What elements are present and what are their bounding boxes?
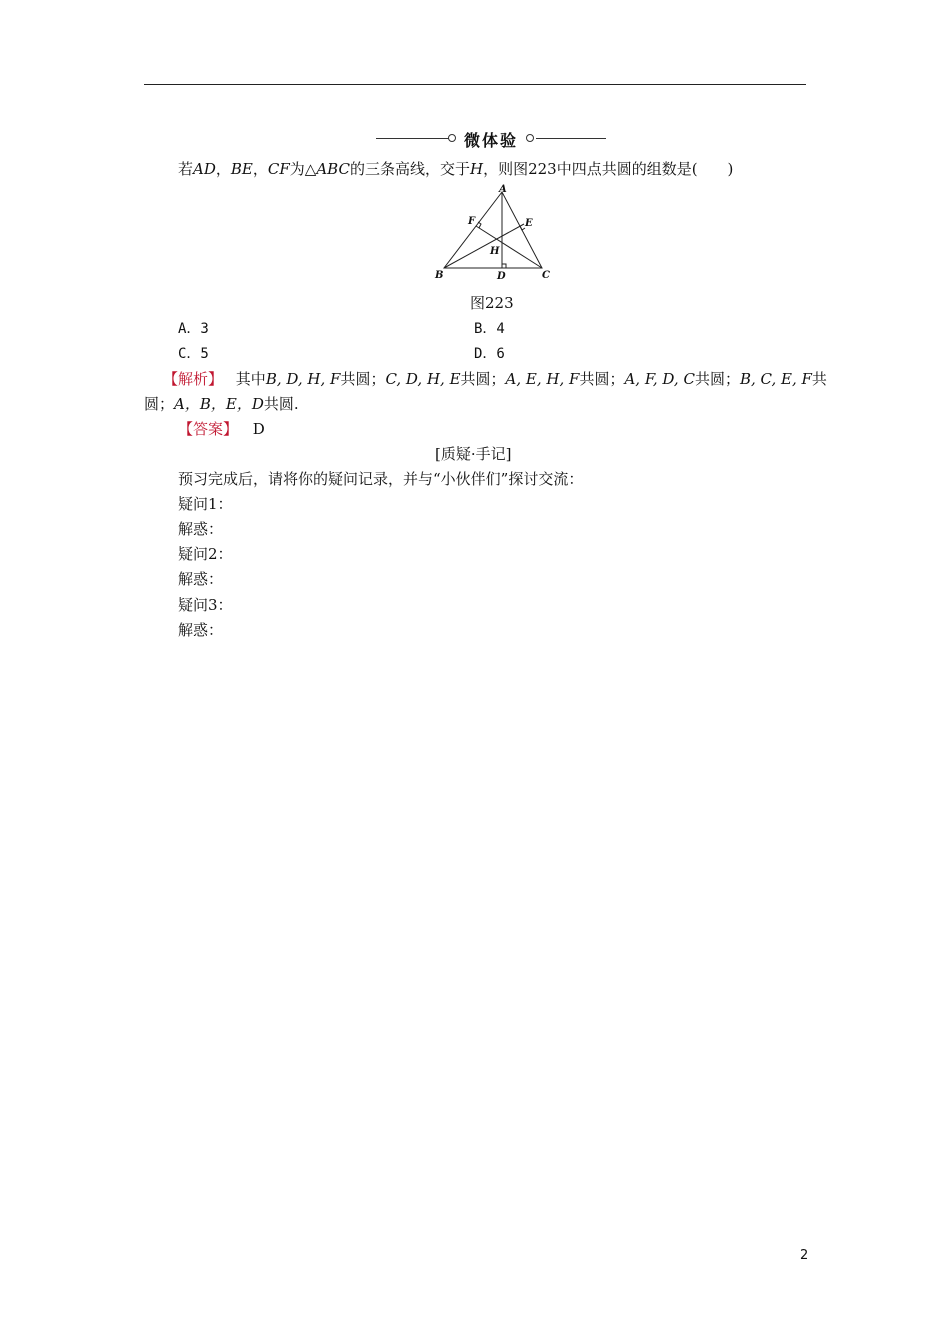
label-f: F [468, 216, 476, 227]
question-part: 若 [178, 160, 194, 178]
question-var: H [469, 160, 484, 178]
header-dot-right [526, 134, 534, 142]
label-a: A [499, 184, 507, 195]
header-line-left [376, 138, 452, 139]
label-c: C [542, 270, 550, 281]
answer-tag: 【答案】 [178, 420, 239, 438]
section-header [376, 128, 606, 150]
analysis-concyclic: 共圆； [340, 370, 386, 388]
header-rule [144, 84, 806, 85]
header-dot-left [448, 134, 456, 142]
section-title: 微体验 [463, 131, 518, 150]
label-e: E [525, 218, 533, 229]
option-b: B．4 [474, 321, 505, 337]
answer-line [178, 418, 265, 439]
analysis-group: C, D, H, E [385, 370, 461, 388]
question-text [178, 158, 733, 179]
answer-value: D [252, 420, 265, 438]
notes-heading: [质疑·手记] [435, 445, 512, 463]
question-var: BE [230, 160, 253, 178]
question-2: 疑问2： [178, 545, 233, 563]
answer-2: 解惑： [178, 570, 224, 588]
right-angle-d [502, 264, 506, 268]
analysis-group: A, F, D, C [624, 370, 695, 388]
figure-caption: 图223 [470, 294, 514, 312]
analysis-tag: 【解析】 [163, 370, 224, 388]
triangle-figure [430, 182, 560, 284]
analysis-group: B, C, E, F [739, 370, 812, 388]
option-c: C．5 [178, 346, 209, 362]
analysis-concyclic-end: 共圆. [263, 395, 299, 413]
analysis-intro: 其中 [235, 370, 266, 388]
label-b: B [435, 270, 444, 281]
question-part: 为△ [289, 160, 317, 178]
question-var: CF [267, 160, 290, 178]
analysis-concyclic: 共圆； [694, 370, 740, 388]
question-part: ，则图223中四点共圆的组数是( ) [483, 160, 734, 178]
option-d: D．6 [474, 346, 505, 362]
analysis-group: A，B，E，D [174, 395, 264, 413]
question-3: 疑问3： [178, 596, 233, 614]
option-a: A．3 [178, 321, 209, 337]
answer-3: 解惑： [178, 621, 224, 639]
label-d: D [497, 271, 506, 282]
header-line-right [536, 138, 606, 139]
question-part: ， [215, 160, 231, 178]
label-h: H [490, 246, 500, 257]
analysis-group: A, E, H, F [505, 370, 580, 388]
question-part: ， [252, 160, 268, 178]
analysis-line-2: 圆；A，B，E，D共圆. [144, 395, 299, 413]
question-part: 的三条高线，交于 [349, 160, 470, 178]
question-var: ABC [316, 160, 350, 178]
answer-1: 解惑： [178, 520, 224, 538]
page-number: 2 [800, 1248, 809, 1263]
question-var: AD [193, 160, 216, 178]
analysis-group: B, D, H, F [265, 370, 341, 388]
notes-intro: 预习完成后，请将你的疑问记录，并与“小伙伴们”探讨交流： [178, 470, 584, 488]
analysis-concyclic: 共圆； [579, 370, 625, 388]
analysis-concyclic: 共圆； [460, 370, 506, 388]
analysis-line-1: 【解析】 其中B, D, H, F共圆；C, D, H, E共圆；A, E, H, F共圆；A, F, D, C共圆；B, C, E, F共 [163, 370, 827, 388]
question-1: 疑问1： [178, 495, 233, 513]
